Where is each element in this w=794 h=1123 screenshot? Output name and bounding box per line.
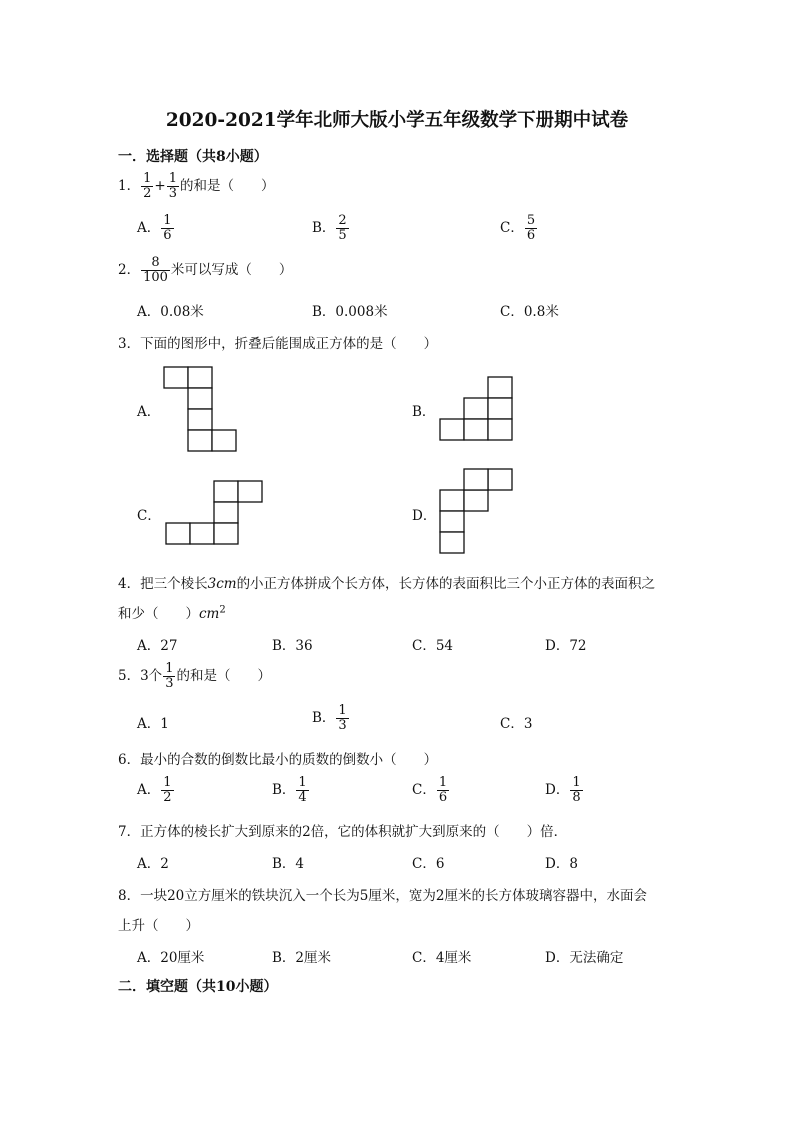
option-c[interactable]: C． $\frac{5}{6}$ xyxy=(500,213,536,243)
option-b[interactable]: B．4 xyxy=(272,856,305,872)
option-a[interactable]: A．0.08米 xyxy=(137,304,204,320)
fraction: $\frac{2}{5}$ xyxy=(338,213,347,243)
option-a[interactable]: A．2 xyxy=(137,856,169,872)
option-c[interactable]: C． xyxy=(137,508,161,524)
question-number: 1． xyxy=(118,178,141,194)
option-d[interactable]: D． xyxy=(412,508,437,524)
fraction: $\frac{5}{6}$ xyxy=(526,213,536,243)
option-a[interactable]: A． $\frac{1}{6}$ xyxy=(137,213,172,243)
plus-sign: + xyxy=(154,178,166,194)
question-8: 8．一块20立方厘米的铁块沉入一个长为5厘米，宽为2厘米的长方体玻璃容器中，水面会 xyxy=(118,888,647,904)
option-d[interactable]: D． $\frac{1}{8}$ xyxy=(545,775,581,805)
fraction: $\frac{8}{100}$ xyxy=(143,255,168,285)
fraction: $\frac{1}{2}$ xyxy=(143,171,152,201)
option-c[interactable]: C．4厘米 xyxy=(412,950,472,966)
option-a[interactable]: A． xyxy=(137,404,161,420)
option-b[interactable]: B． xyxy=(412,404,436,420)
question-4: 4．把三个棱长3cm的小正方体拼成个长方体，长方体的表面积比三个小正方体的表面积之 xyxy=(118,576,656,592)
option-c[interactable]: C．3 xyxy=(500,716,533,732)
fraction: $\frac{1}{3}$ xyxy=(165,661,174,691)
question-7: 7．正方体的棱长扩大到原来的2倍，它的体积就扩大到原来的（ ）倍． xyxy=(118,824,568,840)
option-b[interactable]: B． $\frac{2}{5}$ xyxy=(312,213,347,243)
option-b[interactable]: B． $\frac{1}{4}$ xyxy=(272,775,307,805)
option-b[interactable]: B．2厘米 xyxy=(272,950,332,966)
question-6: 6．最小的合数的倒数比最小的质数的倒数小（ ） xyxy=(118,752,438,768)
option-a[interactable]: A．1 xyxy=(137,716,169,732)
option-b[interactable]: B．0.008米 xyxy=(312,304,388,320)
option-c[interactable]: C．6 xyxy=(412,856,445,872)
option-d[interactable]: D．无法确定 xyxy=(545,950,624,966)
option-d[interactable]: D．72 xyxy=(545,638,587,654)
option-d[interactable]: D．8 xyxy=(545,856,578,872)
option-a[interactable]: A．27 xyxy=(137,638,178,654)
question-1 xyxy=(118,172,274,201)
question-3: 3．下面的图形中，折叠后能围成正方体的是（ ） xyxy=(118,336,438,352)
cube-net-d xyxy=(438,467,518,557)
cube-net-a xyxy=(160,364,240,454)
section-heading-fill-blank: 二．填空题（共10小题） xyxy=(118,979,278,995)
question-number: 2． xyxy=(118,262,141,278)
option-c[interactable]: C． $\frac{1}{6}$ xyxy=(412,775,448,805)
question-text: 米可以写成（ ） xyxy=(170,262,293,278)
option-c[interactable]: C．54 xyxy=(412,638,454,654)
fraction: $\frac{1}{3}$ xyxy=(168,171,177,201)
question-5: 5．3个 $\frac{1}{3}$ 的和是（ ） xyxy=(118,661,271,691)
question-8-line2: 上升（ ） xyxy=(118,918,199,934)
option-b[interactable]: B． $\frac{1}{3}$ xyxy=(312,703,347,733)
question-text: 的和是（ ） xyxy=(179,178,275,194)
page-title: 2020-2021学年北师大版小学五年级数学下册期中试卷 xyxy=(165,110,629,131)
fraction: $\frac{1}{3}$ xyxy=(338,703,347,733)
option-b[interactable]: B．36 xyxy=(272,638,313,654)
option-c[interactable]: C．0.8米 xyxy=(500,304,559,320)
question-2 xyxy=(118,256,292,285)
section-heading-choice: 一．选择题（共8小题） xyxy=(118,149,268,165)
option-a[interactable]: A．20厘米 xyxy=(137,950,205,966)
fraction: $\frac{1}{6}$ xyxy=(438,775,448,805)
question-4-line2: 和少（ ）$cm^2$ xyxy=(118,604,226,622)
fraction: $\frac{1}{8}$ xyxy=(572,775,581,805)
cube-net-b xyxy=(438,375,518,443)
fraction: $\frac{1}{6}$ xyxy=(163,213,172,243)
option-a[interactable]: A． $\frac{1}{2}$ xyxy=(137,775,172,805)
fraction: $\frac{1}{4}$ xyxy=(298,775,307,805)
cube-net-c xyxy=(164,479,268,547)
fraction: $\frac{1}{2}$ xyxy=(163,775,172,805)
